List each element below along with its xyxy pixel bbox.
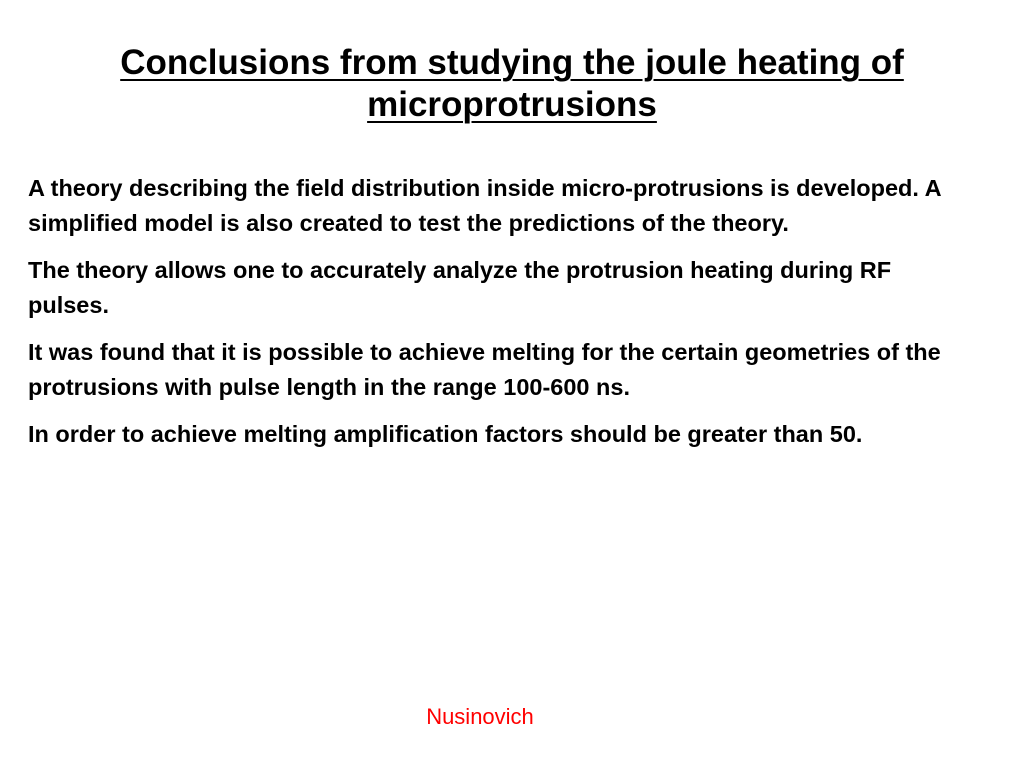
conclusion-paragraph-4: In order to achieve melting amplification factors should be greater than 50. [28,421,863,447]
conclusion-paragraph-1: A theory describing the field distribution inside micro-protrusions is developed. A simplified model is also created to test the predictions of the theory. [28,175,941,236]
slide-body [28,171,978,465]
slide-title-line-1: Conclusions from studying the joule heating of [120,43,904,82]
slide-title-line-2: microprotrusions [367,85,657,124]
slide-title [40,42,984,126]
conclusion-paragraph-3: It was found that it is possible to achieve melting for the certain geometries of the protrusions with pulse length in the range 100-600 ns. [28,339,941,400]
conclusion-paragraph-2: The theory allows one to accurately analyze the protrusion heating during RF pulses. [28,257,892,318]
author-footer: Nusinovich [426,704,534,729]
